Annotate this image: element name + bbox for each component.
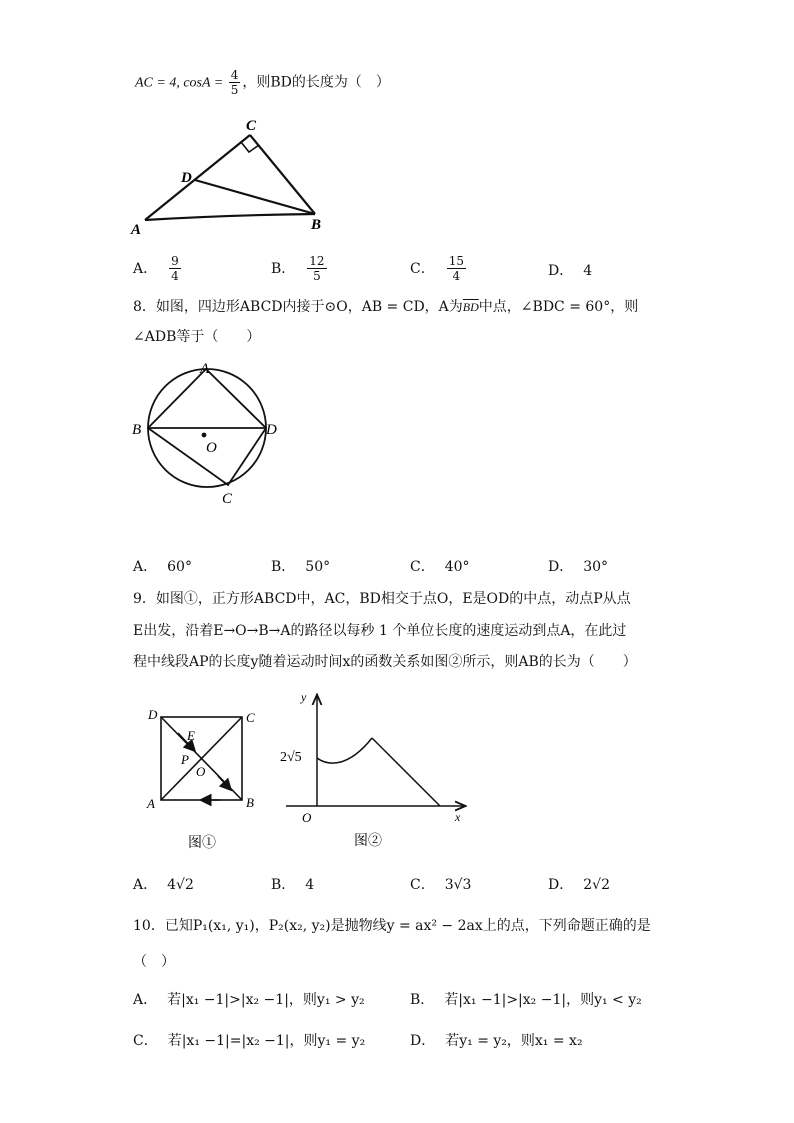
q9-stem-line3: 程中线段AP的长度y随着运动时间x的函数关系如图②所示，则AB的长为（ ） (133, 654, 637, 670)
q10-option-c[interactable]: C． 若|x₁ −1|=|x₂ −1|，则y₁ = y₂ (133, 1033, 366, 1049)
q8-stem-line1: 8．如图，四边形ABCD内接于⊙O，AB = CD，A为$\overline{BD}$中点，∠BDC = 60°，则 (133, 299, 639, 315)
q9-stem-line2: E出发，沿着E→O→B→A的路径以每秒 1 个单位长度的速度运动到点A，在此过 (133, 623, 627, 639)
q9-fig2-label-O: O (302, 810, 312, 825)
q9-graph-figure (280, 688, 470, 853)
q9-fig1-label-O: O (196, 764, 206, 779)
q10-option-a[interactable]: A． 若|x₁ −1|>|x₂ −1|，则y₁ > y₂ (133, 992, 365, 1008)
q7-option-d[interactable]: D． 4 (548, 263, 593, 279)
q7-option-a[interactable]: A． $\frac{9}{4}$ (133, 254, 179, 283)
q7-label-D: D (181, 170, 192, 186)
q9-fig1-label-A: A (147, 796, 155, 811)
q8-label-A: A (200, 361, 210, 377)
q8-label-C: C (222, 491, 233, 507)
q10-stem-line2: （ ） (133, 954, 175, 970)
q7-label-B: B (311, 217, 322, 233)
q7-label-C: C (246, 118, 257, 134)
q9-fig2-label-y: y (301, 690, 307, 704)
q8-label-O: O (206, 440, 217, 456)
q8-label-D: D (266, 422, 277, 438)
q7-option-c[interactable]: C． $\frac{15}{4}$ (410, 254, 464, 283)
q8-option-d[interactable]: D． 30° (548, 559, 609, 575)
q9-fig1-caption: 图① (188, 836, 216, 851)
q9-fig2-label-x: x (455, 810, 461, 824)
q10-option-d[interactable]: D． 若y₁ = y₂，则x₁ = x₂ (410, 1033, 583, 1049)
q9-option-c[interactable]: C． 3√3 (410, 877, 472, 893)
q8-option-a[interactable]: A． 60° (133, 559, 192, 575)
q9-stem-line1: 9．如图①，正方形ABCD中，AC，BD相交于点O，E是OD的中点，动点P从点 (133, 591, 631, 607)
q7-triangle-figure (128, 112, 328, 242)
q7-option-b[interactable]: B． $\frac{12}{5}$ (271, 254, 325, 283)
q8-option-b[interactable]: B． 50° (271, 559, 331, 575)
q7-label-A: A (131, 222, 142, 238)
q7-stem (135, 68, 390, 97)
q8-circle-figure (128, 358, 288, 508)
q8-option-c[interactable]: C． 40° (410, 559, 470, 575)
q7-math-prefix: AC = 4, cosA = (135, 75, 227, 91)
q9-square-figure (140, 700, 270, 860)
q8-stem-line2: ∠ADB等于（ ） (133, 329, 261, 345)
q9-fig1-label-D: D (148, 707, 158, 722)
q9-option-b[interactable]: B． 4 (271, 877, 315, 893)
q10-option-b[interactable]: B． 若|x₁ −1|>|x₂ −1|，则y₁ < y₂ (410, 992, 642, 1008)
q8-label-B: B (132, 422, 142, 438)
q9-fig1-label-C: C (246, 710, 255, 725)
q9-fig2-caption: 图② (354, 834, 382, 849)
q9-fig2-label-val: 2√5 (280, 750, 302, 765)
q7-cos-fraction: $\frac{4}{5}$ (230, 68, 239, 97)
q9-fig1-label-E: E (187, 728, 195, 743)
q7-stem-tail: ，则BD的长度为（ ） (242, 74, 390, 91)
q9-fig1-label-B: B (246, 795, 254, 810)
q9-fig1-label-P: P (181, 752, 189, 767)
q10-stem-line1: 10．已知P₁(x₁, y₁)，P₂(x₂, y₂)是抛物线y = ax² − 2ax上的点，下列命题正确的是 (133, 918, 651, 934)
q9-option-d[interactable]: D． 2√2 (548, 877, 610, 893)
q8-arc-bd: $\overline{BD}$ (462, 300, 479, 314)
q9-option-a[interactable]: A． 4√2 (133, 877, 194, 893)
